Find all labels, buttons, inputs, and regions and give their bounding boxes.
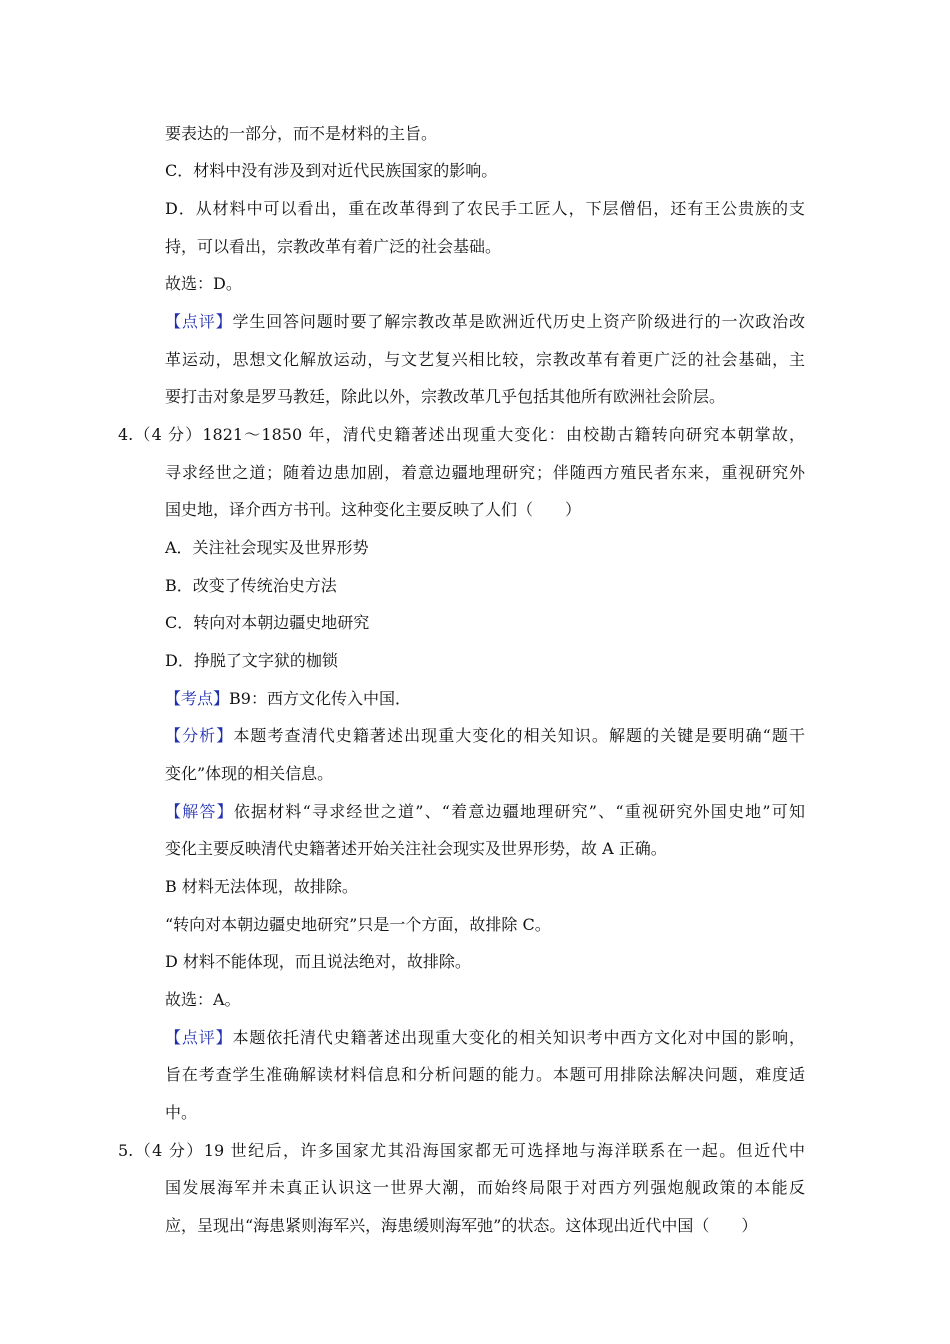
q4-kaodian	[165, 689, 411, 709]
q4-stem-1: 4.（4 分）1821～1850 年，清代史籍著述出现重大变化：由校勘古籍转向研究本朝掌故，	[118, 425, 805, 444]
q3-review-1	[165, 312, 805, 332]
q5-stem-3: 应，呈现出“海患紧则海军兴，海患缓则海军弛”的状态。这体现出近代中国（ ）	[165, 1216, 758, 1235]
q4-fenxi-1	[165, 726, 805, 746]
review-tag: 【点评】	[165, 312, 233, 331]
q4-answer: 故选：A。	[165, 990, 241, 1009]
q4-stem-2: 寻求经世之道；随着边患加剧，着意边疆地理研究；伴随西方殖民者东来，重视研究外	[165, 463, 805, 482]
review-tag: 【点评】	[165, 1028, 233, 1047]
q4-review-1	[165, 1028, 805, 1048]
q4-review-text-1: 本题依托清代史籍著述出现重大变化的相关知识考中西方文化对中国的影响，	[232, 1028, 805, 1047]
q3-review-3: 要打击对象是罗马教廷，除此以外，宗教改革几乎包括其他所有欧洲社会阶层。	[165, 387, 726, 406]
q3-review-text-1: 学生回答问题时要了解宗教改革是欧洲近代历史上资产阶级进行的一次政治改	[232, 312, 805, 331]
q4-option-a: A．关注社会现实及世界形势	[165, 538, 369, 557]
q3-option-d-analysis-1: D．从材料中可以看出，重在改革得到了农民手工匠人，下层僧侣，还有王公贵族的支	[165, 199, 805, 218]
q3-answer: 故选：D。	[165, 274, 242, 293]
q4-kaodian-text: B9：西方文化传入中国．	[229, 689, 411, 708]
q4-eliminate-b: B 材料无法体现，故排除。	[165, 877, 358, 896]
q4-eliminate-c: “转向对本朝边疆史地研究”只是一个方面，故排除 C。	[165, 915, 551, 934]
q4-option-c: C．转向对本朝边疆史地研究	[165, 613, 370, 632]
q5-stem-1: 5.（4 分）19 世纪后，许多国家尤其沿海国家都无可选择地与海洋联系在一起。但近代中	[118, 1141, 805, 1160]
q5-stem-2: 国发展海军并未真正认识这一世界大潮，而始终局限于对西方列强炮舰政策的本能反	[165, 1178, 805, 1197]
jieda-tag: 【解答】	[165, 802, 234, 821]
q3-analysis-line: 要表达的一部分，而不是材料的主旨。	[165, 124, 438, 143]
q4-option-b: B．改变了传统治史方法	[165, 576, 337, 595]
q4-jieda-2: 变化主要反映清代史籍著述开始关注社会现实及世界形势，故 A 正确。	[165, 839, 667, 858]
q4-review-3: 中。	[165, 1103, 198, 1122]
q3-option-d-analysis-2: 持，可以看出，宗教改革有着广泛的社会基础。	[165, 237, 502, 256]
q4-option-d: D．挣脱了文字狱的枷锁	[165, 651, 338, 670]
q4-jieda-text-1: 依据材料“寻求经世之道”、“着意边疆地理研究”、“重视研究外国史地”可知	[233, 802, 805, 821]
q4-jieda-1	[165, 802, 805, 822]
q4-eliminate-d: D 材料不能体现，而且说法绝对，故排除。	[165, 952, 471, 971]
kaodian-tag: 【考点】	[165, 689, 230, 708]
q4-stem-3: 国史地，译介西方书刊。这种变化主要反映了人们（ ）	[165, 500, 582, 519]
q3-review-2: 革运动，思想文化解放运动，与文艺复兴相比较，宗教改革有着更广泛的社会基础，主	[165, 350, 805, 369]
fenxi-tag: 【分析】	[165, 726, 234, 745]
q3-option-c-analysis: C．材料中没有涉及到对近代民族国家的影响。	[165, 161, 498, 180]
q4-fenxi-2: 变化”体现的相关信息。	[165, 764, 334, 783]
q4-review-2: 旨在考查学生准确解读材料信息和分析问题的能力。本题可用排除法解决问题，难度适	[165, 1065, 805, 1084]
q4-fenxi-text-1: 本题考查清代史籍著述出现重大变化的相关知识。解题的关键是要明确“题干	[233, 726, 805, 745]
